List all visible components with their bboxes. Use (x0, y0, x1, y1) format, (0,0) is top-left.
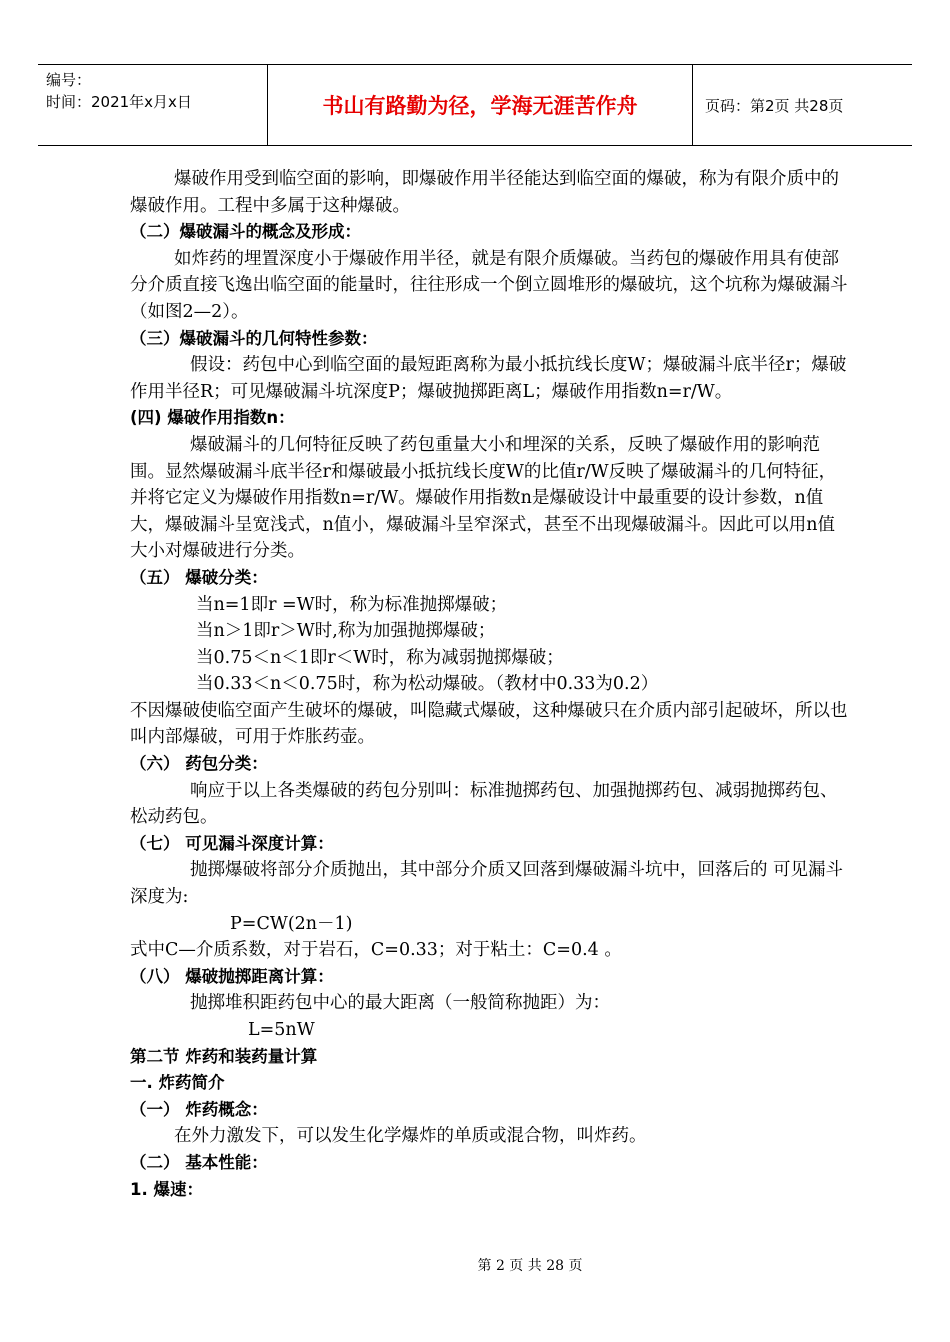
document-body (130, 166, 850, 1203)
section-heading: （五） 爆破分类： (130, 567, 268, 587)
list-item: 当0.75＜n＜1即r＜W时，称为减弱抛掷爆破； (196, 647, 564, 668)
header-motto: 书山有路勤为径，学海无涯苦作舟 (268, 65, 693, 145)
section-heading: （三）爆破漏斗的几何特性参数： (130, 328, 378, 348)
section-heading: （二） 基本性能： (130, 1152, 268, 1172)
document-time-label: 时间：2021年x月x日 (46, 93, 192, 111)
page-header (38, 64, 912, 146)
section-heading: （七） 可见漏斗深度计算： (130, 833, 334, 853)
header-meta (38, 65, 268, 145)
paragraph: 如炸药的埋置深度小于爆破作用半径，就是有限介质爆破。当药包的爆破作用具有使部分介质直接飞逸出临空面的能量时，往往形成一个倒立圆堆形的爆破坑，这个坑称为爆破漏斗（如图2—2）。 (130, 248, 848, 322)
list-item: 当n＞1即r＞W时,称为加强抛掷爆破； (196, 621, 496, 642)
paragraph: 不因爆破使临空面产生破坏的爆破，叫隐藏式爆破，这种爆破只在介质内部引起破坏，所以也叫内部爆破，可用于炸胀药壶。 (130, 700, 848, 748)
section-heading: （一） 炸药概念： (130, 1099, 268, 1119)
header-page-label: 页码：第2页 共28页 (705, 96, 844, 115)
paragraph: 响应于以上各类爆破的药包分别叫：标准抛掷药包、加强抛掷药包、减弱抛掷药包、松动药包。 (130, 780, 838, 828)
chapter-heading: 第二节 炸药和装药量计算 (130, 1046, 318, 1066)
list-item: 当0.33＜n＜0.75时，称为松动爆破。（教材中0.33为0.2） (196, 674, 659, 695)
section-heading: （六） 药包分类： (130, 754, 268, 774)
section-heading: (四) 爆破作用指数n： (130, 408, 295, 428)
paragraph: 爆破作用受到临空面的影响，即爆破作用半径能达到临空面的爆破，称为有限介质中的爆破作用。工程中多属于这种爆破。 (130, 169, 839, 216)
page-footer: 第 2 页 共 28 页 (477, 1258, 583, 1274)
formula: L=5nW (248, 1020, 315, 1040)
paragraph: 抛掷爆破将部分介质抛出，其中部分介质又回落到爆破漏斗坑中，回落后的 可见漏斗深度为: (130, 860, 844, 908)
paragraph: 爆破漏斗的几何特征反映了药包重量大小和埋深的关系，反映了爆破作用的影响范围。显然爆破漏斗底半径r和爆破最小抵抗线长度W的比值r/W反映了爆破漏斗的几何特征，并将它定义为爆破作用指数n=r/W。爆破作用指数n是爆破设计中最重要的设计参数，n值大，爆破漏斗呈宽浅式，n值小，爆破漏斗呈窄深式，甚至不出现爆破漏斗。因此可以用n值大小对爆破进行分类。 (130, 434, 837, 562)
document-number-label: 编号： (46, 71, 92, 89)
section-heading: （二）爆破漏斗的概念及形成： (130, 222, 361, 242)
paragraph: 式中C—介质系数，对于岩石，C=0.33；对于粘土：C=0.4 。 (130, 940, 622, 961)
paragraph: 抛掷堆积距药包中心的最大距离（一般简称抛距）为： (190, 993, 610, 1014)
list-item: 当n=1即r =W时，称为标准抛掷爆破； (196, 594, 508, 615)
paragraph: 假设：药包中心到临空面的最短距离称为最小抵抗线长度W；爆破漏斗底半径r；爆破作用半径R；可见爆破漏斗坑深度P；爆破抛掷距离L；爆破作用指数n=r/W。 (130, 355, 847, 402)
section-heading: 一. 炸药简介 (130, 1073, 225, 1093)
section-heading: （八） 爆破抛掷距离计算： (130, 966, 334, 986)
formula: P=CW(2n－1) (230, 913, 353, 934)
paragraph: 在外力激发下，可以发生化学爆炸的单质或混合物，叫炸药。 (174, 1126, 647, 1147)
section-heading: 1. 爆速： (130, 1179, 203, 1199)
